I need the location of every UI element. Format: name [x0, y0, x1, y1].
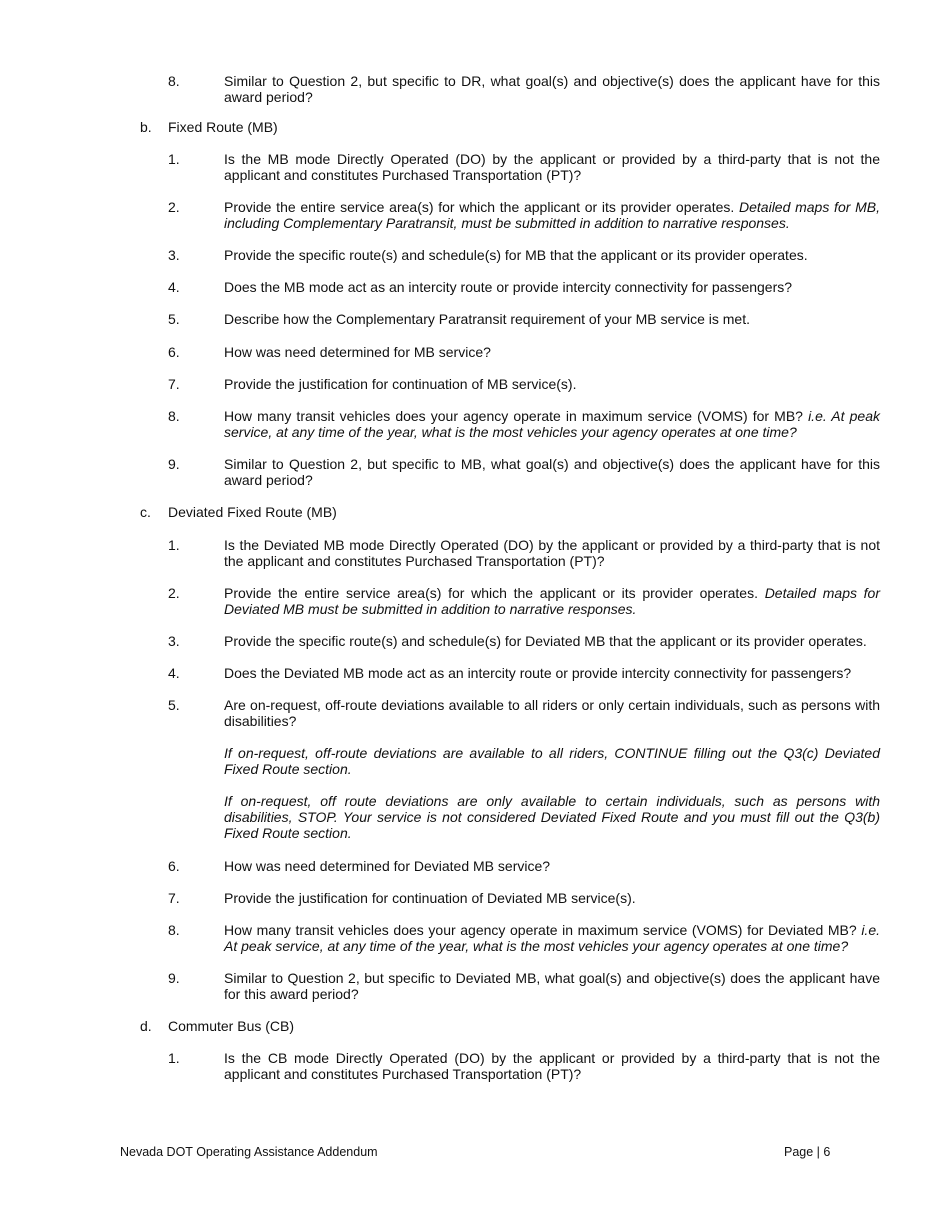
item-text: Is the CB mode Directly Operated (DO) by the applicant or provided by a third-party that is not the applicant and constitutes Purchased Transportation (PT)?	[224, 1050, 880, 1082]
item-italic-note: i.e. At peak service, at any time of the year, what is the most vehicles your agency operates at one time?	[224, 408, 880, 440]
item-text: Provide the specific route(s) and schedule(s) for Deviated MB that the applicant or its provider operates.	[224, 633, 867, 649]
item-number: 6.	[168, 344, 180, 360]
item-number: 4.	[168, 665, 180, 681]
item-number: 5.	[168, 311, 180, 327]
item-number: 4.	[168, 279, 180, 295]
section-label: d.	[140, 1018, 152, 1034]
item-text: Similar to Question 2, but specific to Deviated MB, what goal(s) and objective(s) does the applicant have for this award period?	[224, 970, 880, 1002]
item-number: 2.	[168, 199, 180, 215]
item-number: 3.	[168, 633, 180, 649]
item-text: Similar to Question 2, but specific to DR, what goal(s) and objective(s) does the applicant have for this award period?	[224, 73, 880, 105]
item-text: Provide the justification for continuation of Deviated MB service(s).	[224, 890, 636, 906]
item-number: 2.	[168, 585, 180, 601]
item-text: Is the Deviated MB mode Directly Operated (DO) by the applicant or provided by a third-party that is not the applicant and constitutes Purchased Transportation (PT)?	[224, 537, 880, 569]
section-label: c.	[140, 504, 151, 520]
item-number: 8.	[168, 408, 180, 424]
section-title: Commuter Bus (CB)	[168, 1018, 295, 1034]
item-number: 1.	[168, 537, 180, 553]
section-title: Deviated Fixed Route (MB)	[168, 504, 337, 520]
item-text: Provide the specific route(s) and schedule(s) for MB that the applicant or its provider operates.	[224, 247, 808, 263]
item-number: 3.	[168, 247, 180, 263]
footer-document-title: Nevada DOT Operating Assistance Addendum	[120, 1145, 378, 1159]
item-text: Similar to Question 2, but specific to MB, what goal(s) and objective(s) does the applicant have for this award period?	[224, 456, 880, 488]
item-number: 8.	[168, 73, 180, 89]
footer-page-number: Page | 6	[784, 1145, 831, 1159]
section-label: b.	[140, 119, 152, 135]
section-title: Fixed Route (MB)	[168, 119, 278, 135]
item-number: 1.	[168, 151, 180, 167]
item-number: 6.	[168, 858, 180, 874]
item-text: Provide the entire service area(s) for which the applicant or its provider operates. Detailed maps for MB, including Complementary Paratransit, must be submitted in addition to narrative responses.	[224, 199, 880, 231]
item-text: Are on-request, off-route deviations available to all riders or only certain individuals, such as persons with disabilities?	[224, 697, 880, 729]
item-number: 1.	[168, 1050, 180, 1066]
item-number: 7.	[168, 376, 180, 392]
item-italic-note: Detailed maps for MB, including Complementary Paratransit, must be submitted in addition to narrative responses.	[224, 199, 880, 231]
item-text: Provide the justification for continuation of MB service(s).	[224, 376, 577, 392]
item-text: Is the MB mode Directly Operated (DO) by the applicant or provided by a third-party that is not the applicant and constitutes Purchased Transportation (PT)?	[224, 151, 880, 183]
item-text: How many transit vehicles does your agency operate in maximum service (VOMS) for MB? i.e. At peak service, at any time of the year, what is the most vehicles your agency operates at one time?	[224, 408, 880, 440]
instruction-note: If on-request, off route deviations are only available to certain individuals, such as persons with disabilities, STOP. Your service is not considered Deviated Fixed Route and you must fill out the Q3(b) Fixed Route section.	[224, 793, 880, 841]
item-number: 7.	[168, 890, 180, 906]
item-number: 5.	[168, 697, 180, 713]
item-number: 9.	[168, 456, 180, 472]
item-text: Describe how the Complementary Paratransit requirement of your MB service is met.	[224, 311, 750, 327]
item-italic-note: Detailed maps for Deviated MB must be submitted in addition to narrative responses.	[224, 585, 881, 617]
item-number: 9.	[168, 970, 180, 986]
item-text: How many transit vehicles does your agency operate in maximum service (VOMS) for Deviated MB? i.e. At peak service, at any time of the year, what is the most vehicles your agency operates at one time?	[224, 922, 880, 954]
item-text: Does the MB mode act as an intercity route or provide intercity connectivity for passengers?	[224, 279, 793, 295]
item-text: Does the Deviated MB mode act as an intercity route or provide intercity connectivity for passengers?	[224, 665, 852, 681]
item-italic-note: i.e. At peak service, at any time of the year, what is the most vehicles your agency operates at one time?	[224, 922, 880, 954]
item-number: 8.	[168, 922, 180, 938]
item-text: How was need determined for Deviated MB service?	[224, 858, 551, 874]
instruction-note: If on-request, off-route deviations are available to all riders, CONTINUE filling out the Q3(c) Deviated Fixed Route section.	[224, 745, 880, 777]
item-text: How was need determined for MB service?	[224, 344, 491, 360]
item-text: Provide the entire service area(s) for which the applicant or its provider operates. Detailed maps for Deviated MB must be submitted in addition to narrative responses.	[224, 585, 881, 617]
